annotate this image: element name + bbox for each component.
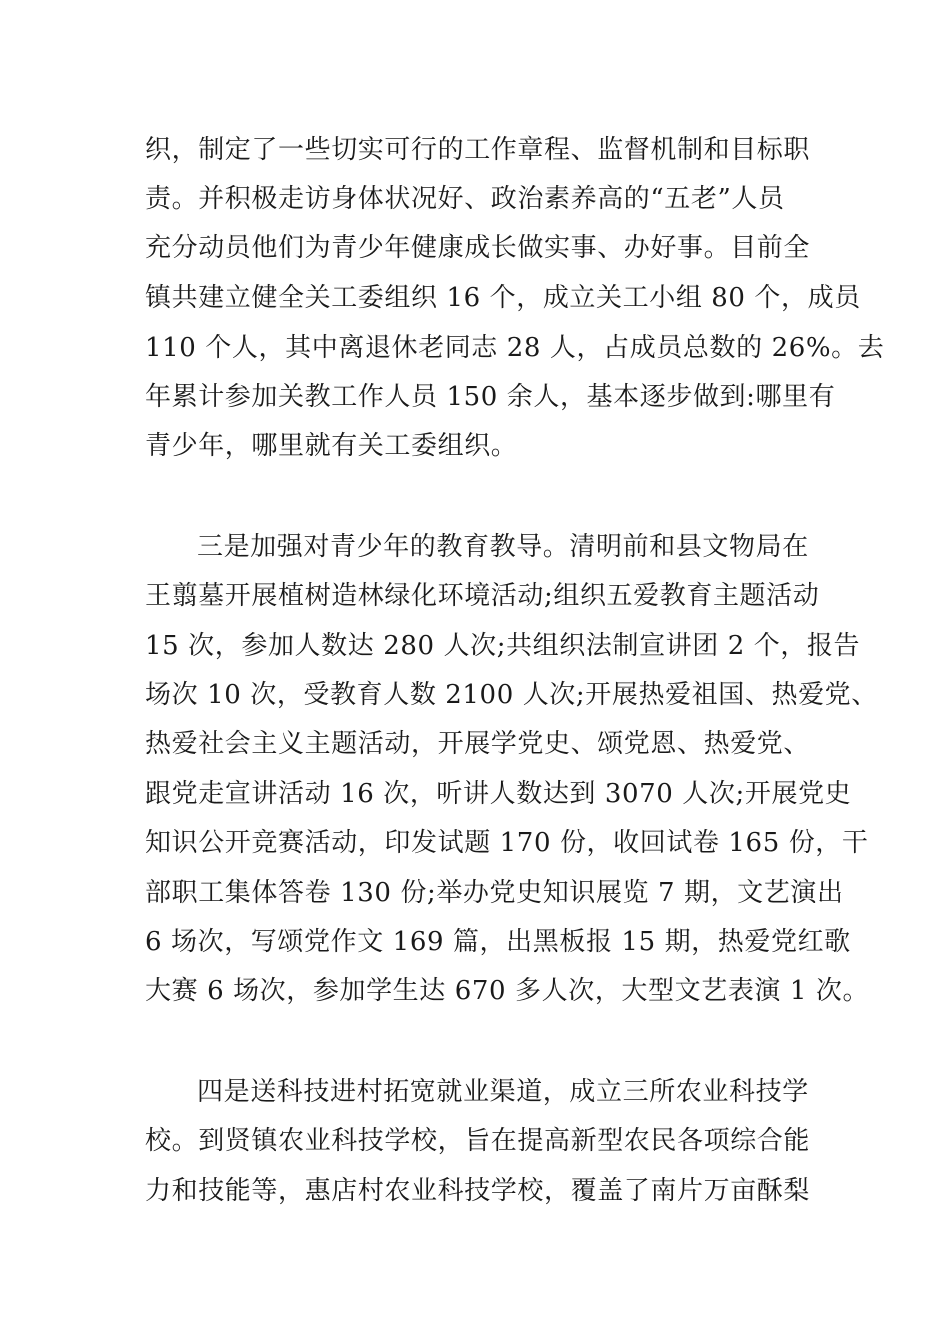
text-line: 三是加强对青少年的教育教导。清明前和县文物局在 [197, 532, 809, 562]
text-line: 四是送科技进村拓宽就业渠道，成立三所农业科技学 [197, 1077, 809, 1107]
text-line: 青少年，哪里就有关工委组织。 [145, 431, 518, 461]
text-line: 织，制定了一些切实可行的工作章程、监督机制和目标职 [145, 135, 811, 165]
text-line: 责。并积极走访身体状况好、政治素养高的“五老”人员 [145, 184, 785, 214]
text-line: 跟党走宣讲活动 16 次，听讲人数达到 3070 人次;开展党史 [145, 779, 852, 809]
text-line: 校。到贤镇农业科技学校，旨在提高新型农民各项综合能 [145, 1126, 811, 1156]
text-line: 力和技能等，惠店村农业科技学校，覆盖了南片万亩酥梨 [145, 1176, 811, 1206]
text-line: 热爱社会主义主题活动，开展学党史、颂党恩、热爱党、 [145, 729, 811, 759]
text-line: 知识公开竞赛活动，印发试题 170 份，收回试卷 165 份，干 [145, 828, 869, 858]
text-line: 年累计参加关教工作人员 150 余人，基本逐步做到:哪里有 [145, 382, 836, 412]
text-line: 6 场次，写颂党作文 169 篇，出黑板报 15 期，热爱党红歌 [145, 927, 851, 957]
text-line: 15 次，参加人数达 280 人次;共组织法制宣讲团 2 个，报告 [145, 631, 861, 661]
text-line: 充分动员他们为青少年健康成长做实事、办好事。目前全 [145, 233, 811, 263]
text-line: 王翦墓开展植树造林绿化环境活动;组织五爱教育主题活动 [145, 581, 820, 611]
text-line: 部职工集体答卷 130 份;举办党史知识展览 7 期，文艺演出 [145, 878, 844, 908]
text-line: 镇共建立健全关工委组织 16 个，成立关工小组 80 个，成员 [145, 283, 861, 313]
text-line: 场次 10 次，受教育人数 2100 人次;开展热爱祖国、热爱党、 [145, 680, 878, 710]
text-line: 110 个人，其中离退休老同志 28 人，占成员总数的 26%。去 [145, 333, 885, 363]
text-line: 大赛 6 场次，参加学生达 670 多人次，大型文艺表演 1 次。 [145, 976, 870, 1006]
